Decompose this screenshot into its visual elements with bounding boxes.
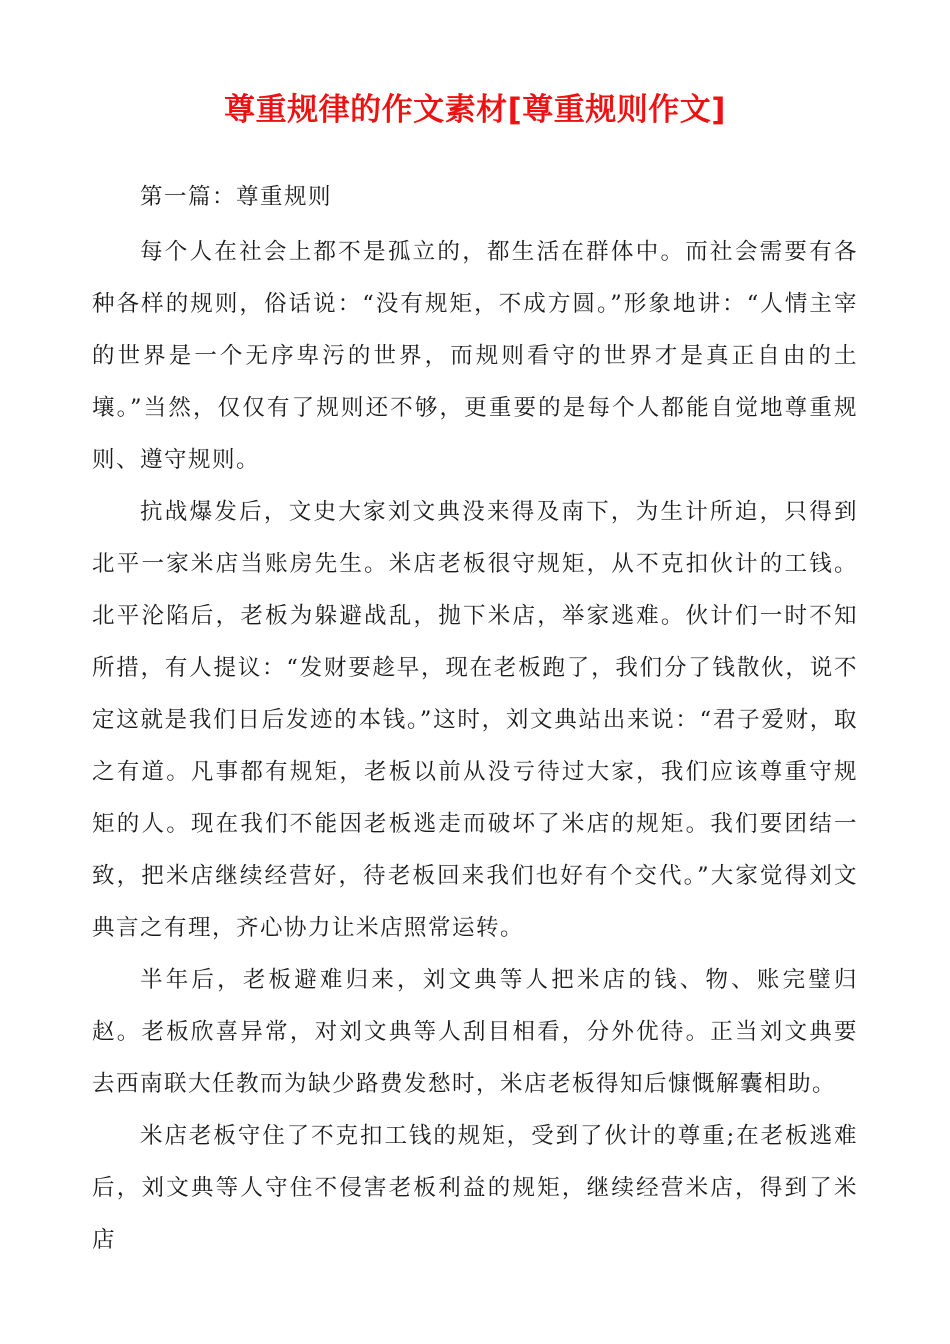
paragraph-2: 抗战爆发后，文史大家刘文典没来得及南下，为生计所迫，只得到北平一家米店当账房先生。米店老板很守规矩，从不克扣伙计的工钱。北平沦陷后，老板为躲避战乱，抛下米店，举家逃难。伙计们一时不知所措，有人提议：“发财要趁早，现在老板跑了，我们分了钱散伙，说不定这就是我们日后发迹的本钱。”这时，刘文典站出来说：“君子爱财，取之有道。凡事都有规矩，老板以前从没亏待过大家，我们应该尊重守规矩的人。现在我们不能因老板逃走而破坏了米店的规矩。我们要团结一致，把米店继续经营好，待老板回来我们也好有个交代。”大家觉得刘文典言之有理，齐心协力让米店照常运转。 [92,499,858,941]
document-title: 尊重规律的作文素材[尊重规则作文] [224,92,726,128]
document-body [92,172,858,1266]
paragraph-1: 每个人在社会上都不是孤立的，都生活在群体中。而社会需要有各种各样的规则，俗话说：“没有规矩，不成方圆。”形象地讲：“人情主宰的世界是一个无序卑污的世界，而规则看守的世界才是真正自由的土壤。”当然，仅仅有了规则还不够，更重要的是每个人都能自觉地尊重规则、遵守规则。 [92,239,858,473]
paragraph-4: 米店老板守住了不克扣工钱的规矩，受到了伙计的尊重;在老板逃难后，刘文典等人守住不侵害老板利益的规矩，继续经营米店，得到了米店 [92,1123,858,1253]
paragraph-3: 半年后，老板避难归来，刘文典等人把米店的钱、物、账完璧归赵。老板欣喜异常，对刘文典等人刮目相看，分外优待。正当刘文典要去西南联大任教而为缺少路费发愁时，米店老板得知后慷慨解囊相助。 [92,967,858,1097]
section-heading: 第一篇：尊重规则 [140,184,333,210]
